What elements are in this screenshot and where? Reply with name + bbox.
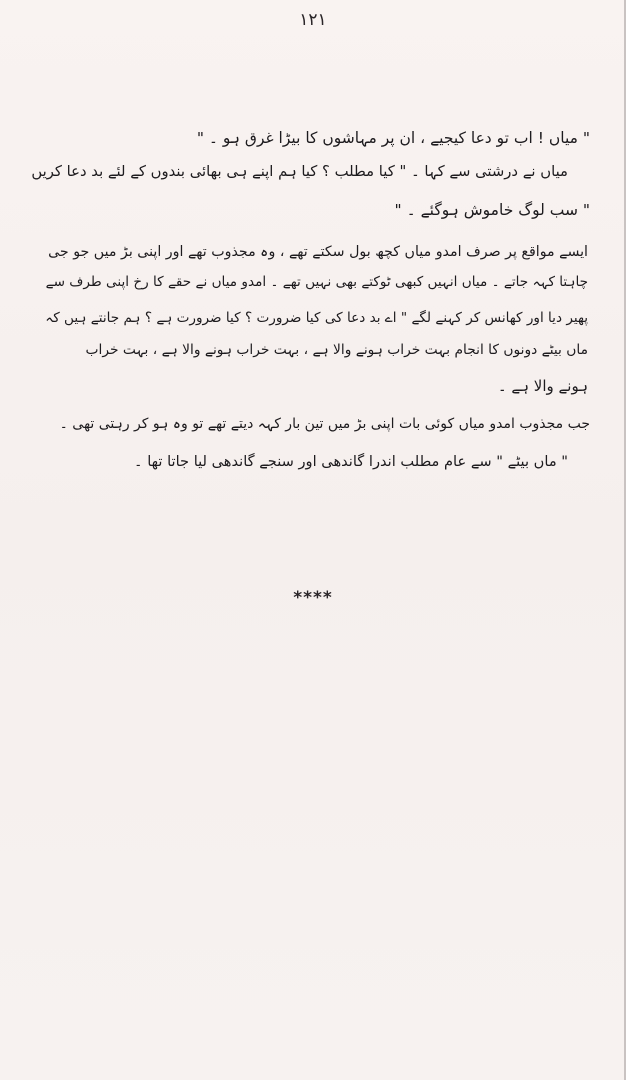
text-line: میاں نے درشتی سے کہا ۔ " کیا مطلب ؟ کیا ہم اپنے ہی بھائی بندوں کے لئے بد دعا کریں	[31, 163, 568, 180]
text-line: جب مجذوب امدو میاں کوئی بات اپنی بڑ میں تین بار کہہ دیتے تھے تو وہ ہو کر رہتی تھی ۔	[59, 416, 590, 432]
text-line: چاہتا کہہ جاتے ۔ میاں انہیں کبھی ٹوکتے بھی نہیں تھے ۔ امدو میاں نے حقے کا رخ اپنی طرف سے	[45, 274, 588, 290]
text-line: ہونے والا ہے ۔	[497, 377, 588, 395]
page-number: ۱۲۱	[299, 10, 327, 30]
text-line: " سب لوگ خاموش ہوگئے ۔ "	[394, 201, 590, 219]
section-separator: ****	[293, 588, 333, 608]
text-line: ماں بیٹے دونوں کا انجام بہت خراب ہونے والا ہے ، بہت خراب ہونے والا ہے ، بہت خراب	[85, 342, 588, 358]
text-line: پھیر دیا اور کھانس کر کہنے لگے " اے بد دعا کی کیا ضرورت ؟ کیا ضرورت ہے ؟ ہم جانتے ہیں کہ	[45, 310, 588, 326]
text-line: " میاں ! اب تو دعا کیجیے ، ان پر مہاشوں کا بیڑا غرق ہو ۔ "	[196, 129, 590, 147]
text-line: " ماں بیٹے " سے عام مطلب اندرا گاندھی اور سنجے گاندھی لیا جاتا تھا ۔	[134, 453, 568, 470]
text-line: ایسے مواقع پر صرف امدو میاں کچھ بول سکتے تھے ، وہ مجذوب تھے اور اپنی بڑ میں جو جی	[48, 244, 588, 260]
